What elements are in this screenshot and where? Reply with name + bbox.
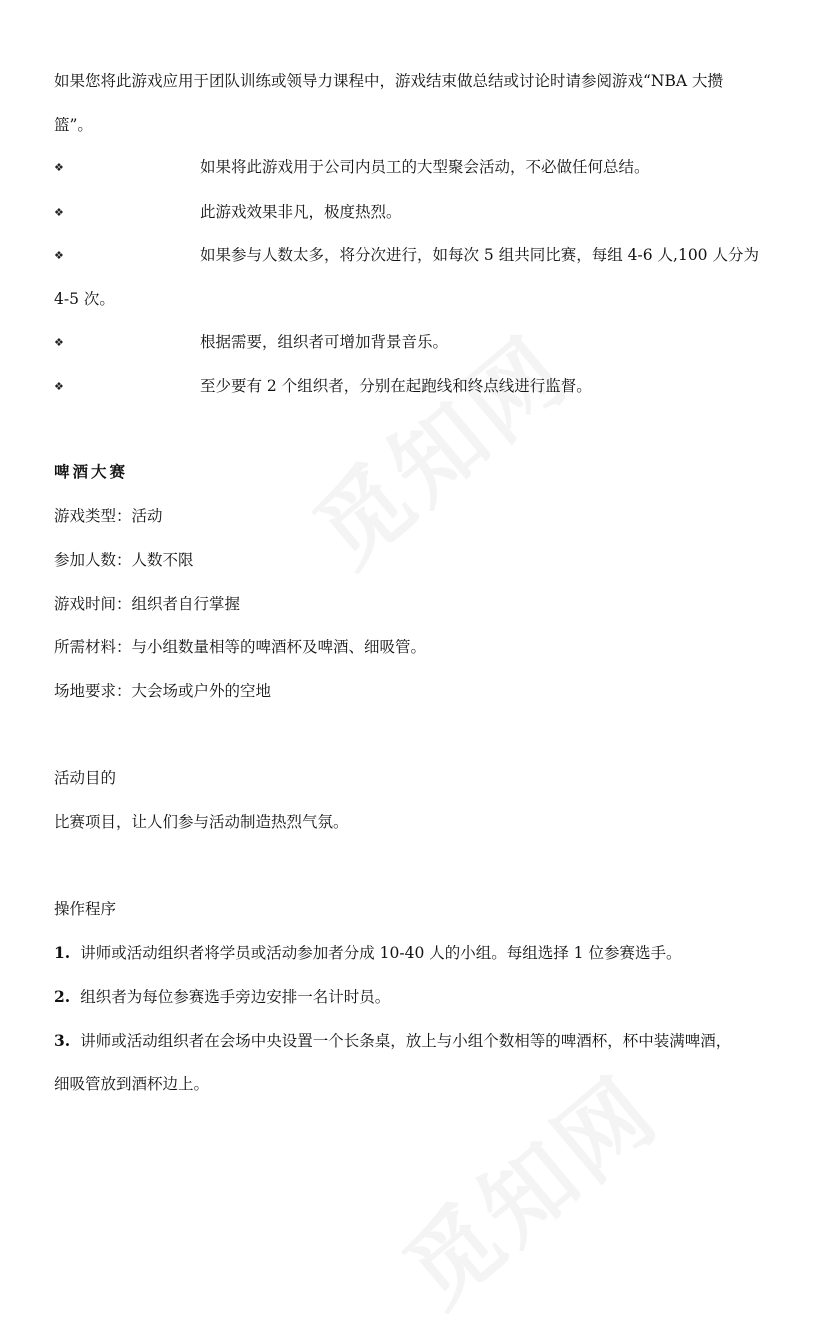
- bullet-text: 根据需要，组织者可增加背景音乐。: [200, 333, 449, 351]
- procedure-step: [54, 942, 681, 964]
- purpose-text: 比赛项目，让人们参与活动制造热烈气氛。: [54, 813, 349, 831]
- diamond-bullet-icon: ❖: [54, 206, 64, 219]
- step-text: 讲师或活动组织者在会场中央设置一个长条桌，放上与小组个数相等的啤酒杯，杯中装满啤酒，: [80, 1032, 732, 1050]
- intro-line: 如果您将此游戏应用于团队训练或领导力课程中，游戏结束做总结或讨论时请参阅游戏“NBA 大攒: [54, 72, 724, 90]
- step-number: 2.: [54, 987, 71, 1006]
- diamond-bullet-icon: ❖: [54, 380, 64, 393]
- game-participants: 参加人数：人数不限: [54, 551, 194, 569]
- bullet-text: 如果将此游戏用于公司内员工的大型聚会活动，不必做任何总结。: [200, 158, 650, 176]
- game-type: 游戏类型：活动: [54, 507, 163, 525]
- procedure-step: [54, 1030, 731, 1052]
- game-materials: 所需材料：与小组数量相等的啤酒杯及啤酒、细吸管。: [54, 638, 427, 656]
- diamond-bullet-icon: ❖: [54, 161, 64, 174]
- game-time: 游戏时间：组织者自行掌握: [54, 595, 241, 613]
- purpose-heading: 活动目的: [54, 769, 117, 787]
- procedure-step-cont: 细吸管放到酒杯边上。: [54, 1075, 210, 1093]
- step-text: 组织者为每位参赛选手旁边安排一名计时员。: [80, 988, 391, 1006]
- step-number: 3.: [54, 1031, 71, 1050]
- diamond-bullet-icon: ❖: [54, 249, 64, 262]
- watermark: [372, 1041, 682, 1331]
- procedure-step: [54, 986, 390, 1008]
- procedure-heading: 操作程序: [54, 900, 117, 918]
- section-title: 啤酒大赛: [54, 462, 129, 481]
- bullet-text-cont: 4-5 次。: [54, 290, 115, 308]
- bullet-text: 此游戏效果非凡，极度热烈。: [200, 203, 402, 221]
- game-venue: 场地要求：大会场或户外的空地: [54, 682, 272, 700]
- bullet-text: 如果参与人数太多，将分次进行，如每次 5 组共同比赛，每组 4-6 人,100 人分为: [200, 246, 759, 264]
- step-text: 讲师或活动组织者将学员或活动参加者分成 10-40 人的小组。每组选择 1 位参赛选手。: [80, 944, 682, 962]
- step-number: 1.: [54, 943, 71, 962]
- intro-line-cont: 篮”。: [54, 116, 93, 134]
- diamond-bullet-icon: ❖: [54, 336, 64, 349]
- bullet-text: 至少要有 2 个组织者，分别在起跑线和终点线进行监督。: [200, 377, 592, 395]
